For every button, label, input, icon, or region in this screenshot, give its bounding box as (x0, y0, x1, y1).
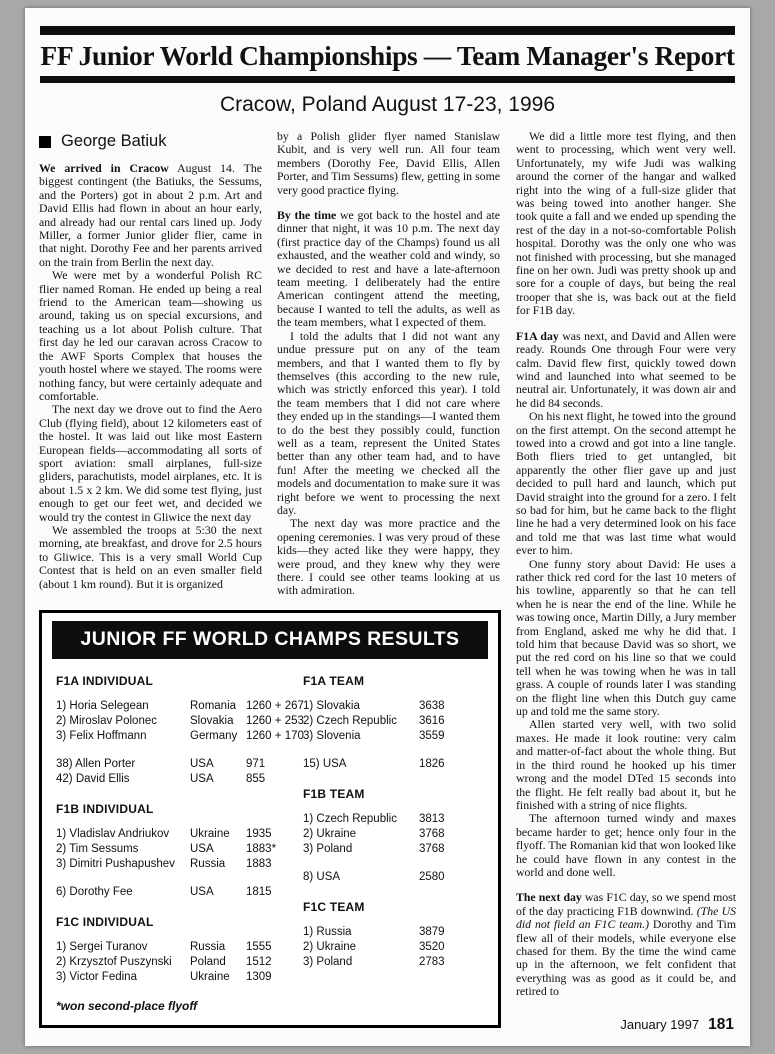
title-rule (40, 76, 735, 83)
results-cell: 2) Ukraine (303, 827, 357, 840)
text-segment: by a Polish glider flyer named Stanislaw Kubit, and is very well run. All four team members (Dorothy Fee, David Ellis, Allen Porter, and Tim Sessums) flew, getting in some very good practice flying. (277, 129, 500, 197)
paragraph (277, 209, 500, 330)
paragraph (516, 558, 736, 719)
paragraph (277, 517, 500, 597)
page-title: FF Junior World Championships — Team Manager's Report (40, 40, 735, 71)
results-row (303, 955, 488, 970)
results-cell: 1260 + 267 (246, 699, 304, 712)
text-segment: We did a little more test flying, and then went to processing, which went very well. Unfortunately, my wife Judi was walking around the corner of the hangar and walked right into the wing of a full-size glider that was being towed into another hanger. She took quite a fall and we ended up spending the rest of the day in a not-so-comfortable Polish hospital. Dorothy was the only one who was not finished with processing, but she managed fine on her own. Judi was pretty shook up and sore for a couple of days, but being the real trooper that she is, was back out at the field for F1B day. (516, 129, 736, 318)
text-segment: we got back to the hostel and ate dinner that night, it was 10 p.m. The next day (first practice day of the Champs) found us all exhausted, and the weather cold and windy, so we decided to rest and have a late-afternoon team meeting. I deliberately had the entire American contingent attend the meeting, because I wanted to tell the adults, as well as the team members, what I expected of them. (277, 208, 500, 330)
paragraph (516, 718, 736, 812)
page-number: 181 (708, 1016, 734, 1033)
paragraph (516, 130, 736, 318)
results-cell: 1815 (246, 885, 272, 898)
article-body (39, 130, 736, 1028)
page-footer (620, 1016, 734, 1034)
text-segment: We assembled the troops at 5:30 the next morning, ate breakfast, and drove for 2.5 hours to Gliwice. This is a very small World Cup Contest that is held on an even smaller field (about 1 km round). But it is organized (39, 522, 262, 591)
results-cell: 1826 (419, 757, 445, 770)
results-cell: 3813 (419, 812, 445, 825)
results-cell: 3559 (419, 729, 445, 742)
results-cell: USA (190, 885, 214, 898)
results-cell: 1) Vladislav Andriukov (56, 827, 170, 840)
results-cell: 971 (246, 757, 266, 770)
results-cell: Romania (190, 699, 237, 712)
results-cell: 3638 (419, 699, 445, 712)
results-row (303, 870, 488, 885)
results-section-heading: F1C INDIVIDUAL (56, 914, 154, 929)
results-row (56, 714, 303, 729)
results-row (56, 842, 303, 857)
results-row (303, 729, 488, 744)
text-segment: The afternoon turned windy and maxes became harder to get; hence only four in the flyoff. The Romanian kid that won looked like he could have flown in any contest in the world and done well. (516, 811, 736, 879)
results-row (56, 970, 303, 985)
text-segment: We were met by a wonderful Polish RC flier named Roman. He ended up being a real friend to the American team—showing us around, taking us on special excursions, and teaching us a lot about Polish culture. That first day he led our caravan across Cracow to the AWF Sports Complex that houses the youth hostel where we stayed. The rooms were nothing fancy, but were certainly adequate and comfortable. (39, 268, 262, 403)
results-cell: 2) Ukraine (303, 940, 357, 953)
results-cell: 3) Slovenia (303, 729, 361, 742)
results-cell: 2) Miroslav Polonec (56, 714, 157, 727)
results-footnote: *won second-place flyoff (56, 998, 198, 1013)
results-cell: 2) Tim Sessums (56, 842, 139, 855)
results-cell: 1883* (246, 842, 277, 855)
results-cell: 1883 (246, 857, 272, 870)
results-row (303, 925, 488, 940)
results-section-heading: F1A INDIVIDUAL (56, 673, 154, 688)
article-column-3 (516, 130, 736, 1028)
results-cell: 1) Russia (303, 925, 352, 938)
results-cell: 1555 (246, 940, 272, 953)
paragraph (277, 130, 500, 197)
results-row (303, 699, 488, 714)
results-cell: 1) Horia Selegean (56, 699, 149, 712)
text-segment: The next day (516, 890, 582, 905)
results-cell: 3) Felix Hoffmann (56, 729, 147, 742)
paragraph (39, 269, 262, 403)
text-segment: By the time (277, 208, 337, 223)
results-cell: 1) Czech Republic (303, 812, 397, 825)
results-cell: 1260 + 253 (246, 714, 304, 727)
results-cell: 3768 (419, 842, 445, 855)
results-row (56, 955, 303, 970)
results-cell: 3768 (419, 827, 445, 840)
results-cell: 2) Czech Republic (303, 714, 397, 727)
results-row (303, 812, 488, 827)
paragraph (277, 330, 500, 518)
results-row (303, 940, 488, 955)
magazine-page (25, 8, 750, 1046)
text-segment: We arrived in Cracow (39, 161, 169, 175)
results-cell: 1) Sergei Turanov (56, 940, 148, 953)
text-segment: The next day was more practice and the opening ceremonies. I was very proud of these kids—they acted like they were happy, they were proud, and they knew why they were there. I could see other teams looking at us with admiration. (277, 516, 500, 598)
results-cell: Russia (190, 857, 226, 870)
paragraph (516, 330, 736, 410)
results-cell: 3520 (419, 940, 445, 953)
issue-date: January 1997 (620, 1017, 700, 1032)
results-row (56, 699, 303, 714)
text-segment: One funny story about David: He uses a rather thick red cord for the last 10 meters of his towline, apparently so that he can tell when he is near the end of the line. While he was towing once, Martin Dilly, a Jury member from England, asked me why he did that. I told him that because David was so short, we put the red cord on his line so that we could tell when he was towing when he was in tall grass. A couple of rounds later I was standing on the flight line when this Dutch guy came up and told me the same story. (516, 556, 736, 719)
results-cell: 3) Poland (303, 955, 353, 968)
article-column-2 (277, 130, 500, 598)
results-cell: Slovakia (190, 714, 234, 727)
text-columns (39, 130, 501, 598)
results-cell: 3616 (419, 714, 445, 727)
results-cell: Russia (190, 940, 226, 953)
paragraph (39, 524, 262, 591)
results-cell: 38) Allen Porter (56, 757, 136, 770)
results-cell: Poland (190, 955, 226, 968)
results-cell: Ukraine (190, 827, 230, 840)
left-section (39, 130, 501, 1028)
results-row (56, 772, 303, 787)
results-section-heading: F1B INDIVIDUAL (56, 801, 154, 816)
byline-author: George Batiuk (61, 132, 167, 150)
results-row (56, 885, 303, 900)
results-cell: 15) USA (303, 757, 347, 770)
text-segment: On his next flight, he towed into the ground on the first attempt. On the second attempt he towed into a crowd and got into a line tangle. Both fliers tried to get untangled, bit apparently the other flier gave up and just decided to pull hard and launch, which put David straight into the ground for a zero. I felt so bad for him, but he came back to the flight line he had a very determined look on his face and told me that was last time what would ever to him. (516, 409, 736, 558)
results-row (56, 940, 303, 955)
text-segment: was next, and David and Allen were ready. Rounds One through Four were very calm. David flew first, quickly towed down wind and launched into what seemed to be neutral air. Unfortunately, it was down air and he did 84 seconds. (516, 328, 737, 410)
results-cell: 1512 (246, 955, 272, 968)
results-cell: 1935 (246, 827, 272, 840)
results-cell: 2580 (419, 870, 445, 883)
results-cell: USA (190, 842, 214, 855)
text-segment: August 14. The biggest contingent (the Batiuks, the Sessums, and the Porters) got in about 2 p.m. Art and David Ellis had flown in about an hour early, and already had our rental cars lined up. Jody Miller, a former Junior glider flier, came in that night. Dorothy Fee and her parents arrived on the train from Berlin the next day. (39, 161, 262, 269)
paragraph (39, 403, 262, 524)
results-cell: 8) USA (303, 870, 341, 883)
top-rule (40, 26, 735, 35)
results-cell: 1260 + 170 (246, 729, 304, 742)
results-cell: USA (190, 757, 214, 770)
text-segment: (The US did not field an F1C team.) (516, 903, 736, 932)
results-cell: 6) Dorothy Fee (56, 885, 133, 898)
results-body (52, 659, 488, 985)
results-individual-column (56, 659, 303, 985)
results-title: JUNIOR FF WORLD CHAMPS RESULTS (52, 621, 488, 659)
article-column-1 (39, 130, 262, 598)
byline (39, 132, 262, 151)
results-box (39, 610, 501, 1028)
results-cell: 3879 (419, 925, 445, 938)
text-segment: The next day we drove out to find the Aero Club (flying field), about 12 kilometers east of the hostel. It was laid out like most Eastern European fields—accommodating all sorts of sport aviation: small airplanes, full-size gliders, parachutists, model airplanes, etc. It is about 1.5 x 2 km. We did some test flying, just enough to get our feet wet, and decided we would try the contest in Gliwice the next day (39, 402, 262, 524)
results-cell: 2783 (419, 955, 445, 968)
results-cell: 3) Dimitri Pushapushev (56, 857, 175, 870)
results-cell: Germany (190, 729, 238, 742)
results-cell: 2) Krzysztof Puszynski (56, 955, 172, 968)
results-row (56, 827, 303, 842)
paragraph (39, 162, 262, 269)
results-cell: 1309 (246, 970, 272, 983)
results-section-heading: F1B TEAM (303, 786, 365, 801)
results-row (303, 714, 488, 729)
text-segment: F1A day (516, 328, 559, 343)
results-row (56, 757, 303, 772)
text-segment: Dorothy and Tim flew all of their models, while everyone else chased for them. By the time the wind came up in the afternoon, we felt confident that everything was as good as it could be, and retired to (516, 917, 736, 999)
results-team-column (303, 659, 488, 985)
results-cell: 3) Poland (303, 842, 353, 855)
results-section-heading: F1C TEAM (303, 899, 365, 914)
results-section-heading: F1A TEAM (303, 673, 365, 688)
text-segment: Allen started very well, with two solid maxes. He made it look routine: very calm and matter-of-fact about the whole thing. But in the third round he hooked up his timer wrong and the model DTed 15 seconds into the flight. He felt really bad about it, but he finished with a string of nice flights. (516, 717, 736, 812)
page-subtitle: Cracow, Poland August 17-23, 1996 (219, 93, 556, 116)
results-cell: 1) Slovakia (303, 699, 360, 712)
results-cell: 855 (246, 772, 266, 785)
bullet-square-icon (39, 136, 51, 148)
text-segment: was F1C day, so we spend most of the day practicing F1B downwind. (516, 890, 737, 918)
paragraph (516, 410, 736, 557)
results-row (303, 757, 488, 772)
results-cell: USA (190, 772, 214, 785)
results-cell: 42) David Ellis (56, 772, 130, 785)
text-segment: I told the adults that I did not want any undue pressure put on any of the team members, and that I wanted them to fly by themselves (this according to the new rule, which was strictly enforced this year). I told the team members that I did not care where they ended up in the standings—I wanted them to do the best they possibly could, function well as a team, represent the United States better than any other team had, and to have fun! After the meeting we checked all the models and documentation to make sure it was right before we went to processing the next day. (277, 328, 500, 517)
paragraph (516, 812, 736, 879)
results-row (303, 842, 488, 857)
results-row (303, 827, 488, 842)
results-row (56, 857, 303, 872)
results-cell: Ukraine (190, 970, 230, 983)
results-cell: 3) Victor Fedina (56, 970, 137, 983)
paragraph (516, 891, 736, 998)
results-row (56, 729, 303, 744)
